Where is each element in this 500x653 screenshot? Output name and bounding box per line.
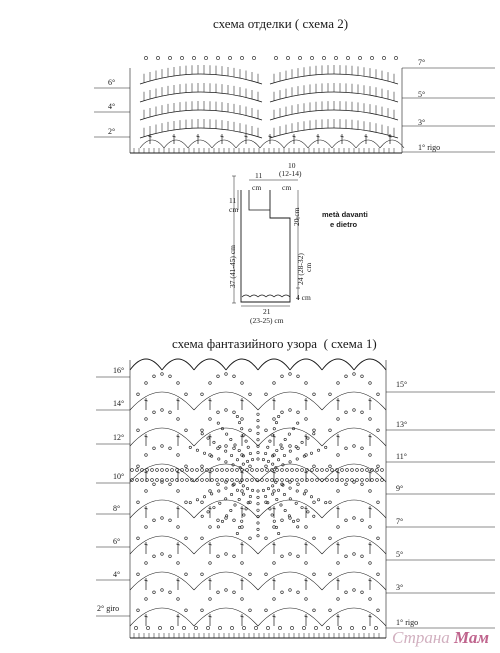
watermark-text: Страна [392,628,455,647]
scheme1-row-label: 2° giro [97,604,120,613]
scheme1-row-label: 11° [396,452,407,461]
cm-label: cm [282,183,292,192]
border-measure: 4 cm [296,293,311,302]
top-measure-alt: (12-14) [279,169,302,178]
scheme2-row-label: 1° rigo [418,143,441,152]
width-measure: 21 [263,307,271,316]
total-height: 37 (41-45) cm [228,245,237,288]
width-measure-alt: (23-25) cm [250,316,284,325]
scheme1-row-label: 9° [396,484,404,493]
shoulder-measure: 11 [255,171,263,180]
scheme1-row-label: 3° [396,583,404,592]
scheme1-row-label: 12° [113,433,125,442]
piece-label: e dietro [330,220,358,229]
neck-unit: cm [229,205,239,214]
scheme2-row-label: 4° [108,102,116,111]
side-height: 24 (28-32) [296,253,305,285]
scheme1-row-label: 8° [113,504,121,513]
scheme1-title [172,336,377,352]
scheme2-row-label: 2° [108,127,116,136]
scheme1-title-suffix: ( схема 1) [323,336,377,351]
scheme2-row-label: 7° [418,58,426,67]
scheme2-title: схема отделки ( схема 2) [213,16,349,31]
scheme1-row-label: 15° [396,380,408,389]
scheme1-row-label: 5° [396,550,404,559]
scheme1-row-label: 16° [113,366,125,375]
neck-depth: 11 [229,196,237,205]
armhole-measure: 20 cm [292,207,301,226]
top-measure: 10 [288,161,296,170]
scheme1-row-label: 6° [113,537,121,546]
scheme1-row-label: 14° [113,399,125,408]
scheme1-row-label: 7° [396,517,404,526]
scheme1-row-label: 13° [396,420,408,429]
scheme2-row-label: 3° [418,118,426,127]
scheme2-row-label: 5° [418,90,426,99]
scheme1-row-label: 4° [113,570,121,579]
cm-label: cm [252,183,262,192]
watermark-logo [392,628,489,648]
scheme1-row-label: 1° rigo [396,618,419,627]
side-height-unit: cm [304,262,313,272]
piece-label: metà davanti [322,210,368,219]
scheme1-row-label: 10° [113,472,125,481]
watermark-text-accent: Мам [454,628,490,647]
scheme1-title-text: схема фантазийного узора [172,336,318,351]
scheme2-row-label: 6° [108,78,116,87]
